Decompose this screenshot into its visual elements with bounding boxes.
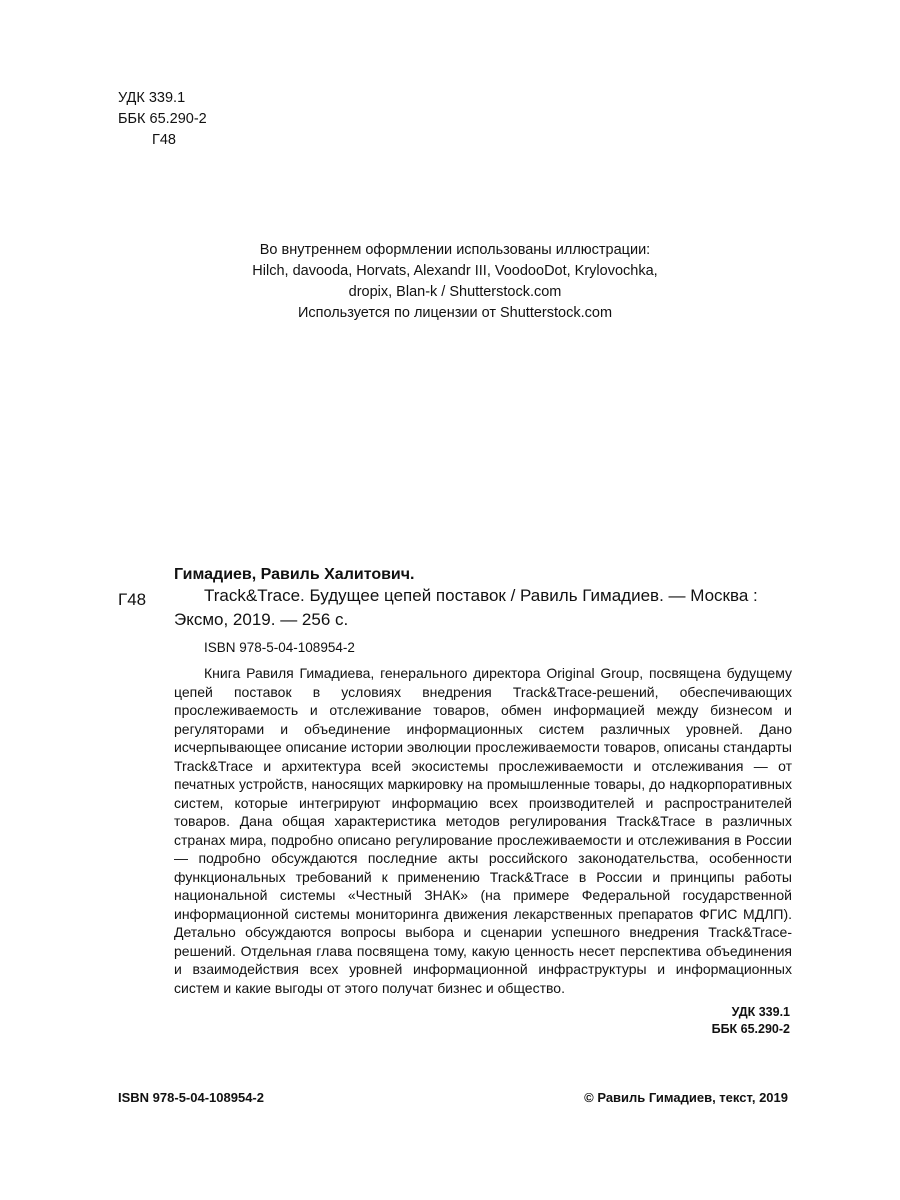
book-abstract: Книга Равиля Гимадиева, генерального директора Original Group, посвящена будущему цепей поставок в условиях внедрения Track&Trace-решений, обеспечивающих прослеживаемость и отслеживание товаров, обмен информацией между бизнесом и регуляторами и объединение информационных систем различных уровней. Дано исчерпывающее описание истории эволюции прослеживаемости товаров, описаны стандарты Track&Trace и архитектура всей экосистемы прослеживаемости и отслеживания — от печатных устройств, наносящих маркировку на промышленные товары, до надкорпоративных систем, которые интегрируют информацию всех производителей и распространителей товаров. Дана общая характеристика методов регулирования Track&Trace в различных странах мира, подробно описано регулирование прослеживаемости и отслеживания в России — подробно обсуждаются последние акты российского законодательства, особенности функциональных требований к применению Track&Trace в России и принципы работы национальной системы «Честный ЗНАК» (на примере Федеральной государственной информационной системы мониторинга движения лекарственных препаратов ФГИС МДЛП). Детально обсуждаются вопросы выбора и сценарии успешного внедрения Track&Trace-решений. Отдельная глава посвящена тому, какую ценность несет перспектива объединения и взаимодействия всех уровней информационной инфраструктуры и информационных систем и какие выгоды от этого получат бизнес и общество. bbox=[174, 665, 792, 996]
credits-line-3: dropix, Blan-k / Shutterstock.com bbox=[348, 284, 562, 300]
catalog-bbk: ББК 65.290-2 bbox=[711, 1022, 790, 1036]
bibliographic-description: Track&Trace. Будущее цепей поставок / Равиль Гимадиев. — Москва : Эксмо, 2019. — 256 с. bbox=[174, 586, 758, 629]
classification-block bbox=[118, 88, 207, 151]
author-sign: Г48 bbox=[152, 132, 176, 148]
catalog-udk: УДК 339.1 bbox=[731, 1005, 790, 1019]
catalog-codes bbox=[600, 1004, 790, 1038]
credits-line-2: Hilch, davooda, Horvats, Alexandr III, VoodooDot, Krylovochka, bbox=[252, 263, 658, 279]
footer-copyright: © Равиль Гимадиев, текст, 2019 bbox=[584, 1090, 788, 1105]
catalog-isbn: ISBN 978-5-04-108954-2 bbox=[204, 640, 355, 655]
credits-line-1: Во внутреннем оформлении использованы иллюстрации: bbox=[259, 242, 651, 258]
catalog-author: Гимадиев, Равиль Халитович. bbox=[174, 566, 415, 583]
catalog-author-sign: Г48 bbox=[118, 590, 147, 609]
illustration-credits bbox=[0, 240, 900, 324]
footer-isbn: ISBN 978-5-04-108954-2 bbox=[118, 1090, 264, 1105]
udk-code: УДК 339.1 bbox=[118, 90, 186, 106]
bbk-code: ББК 65.290-2 bbox=[118, 111, 207, 127]
credits-line-4: Используется по лицензии от Shutterstock.com bbox=[297, 305, 613, 321]
